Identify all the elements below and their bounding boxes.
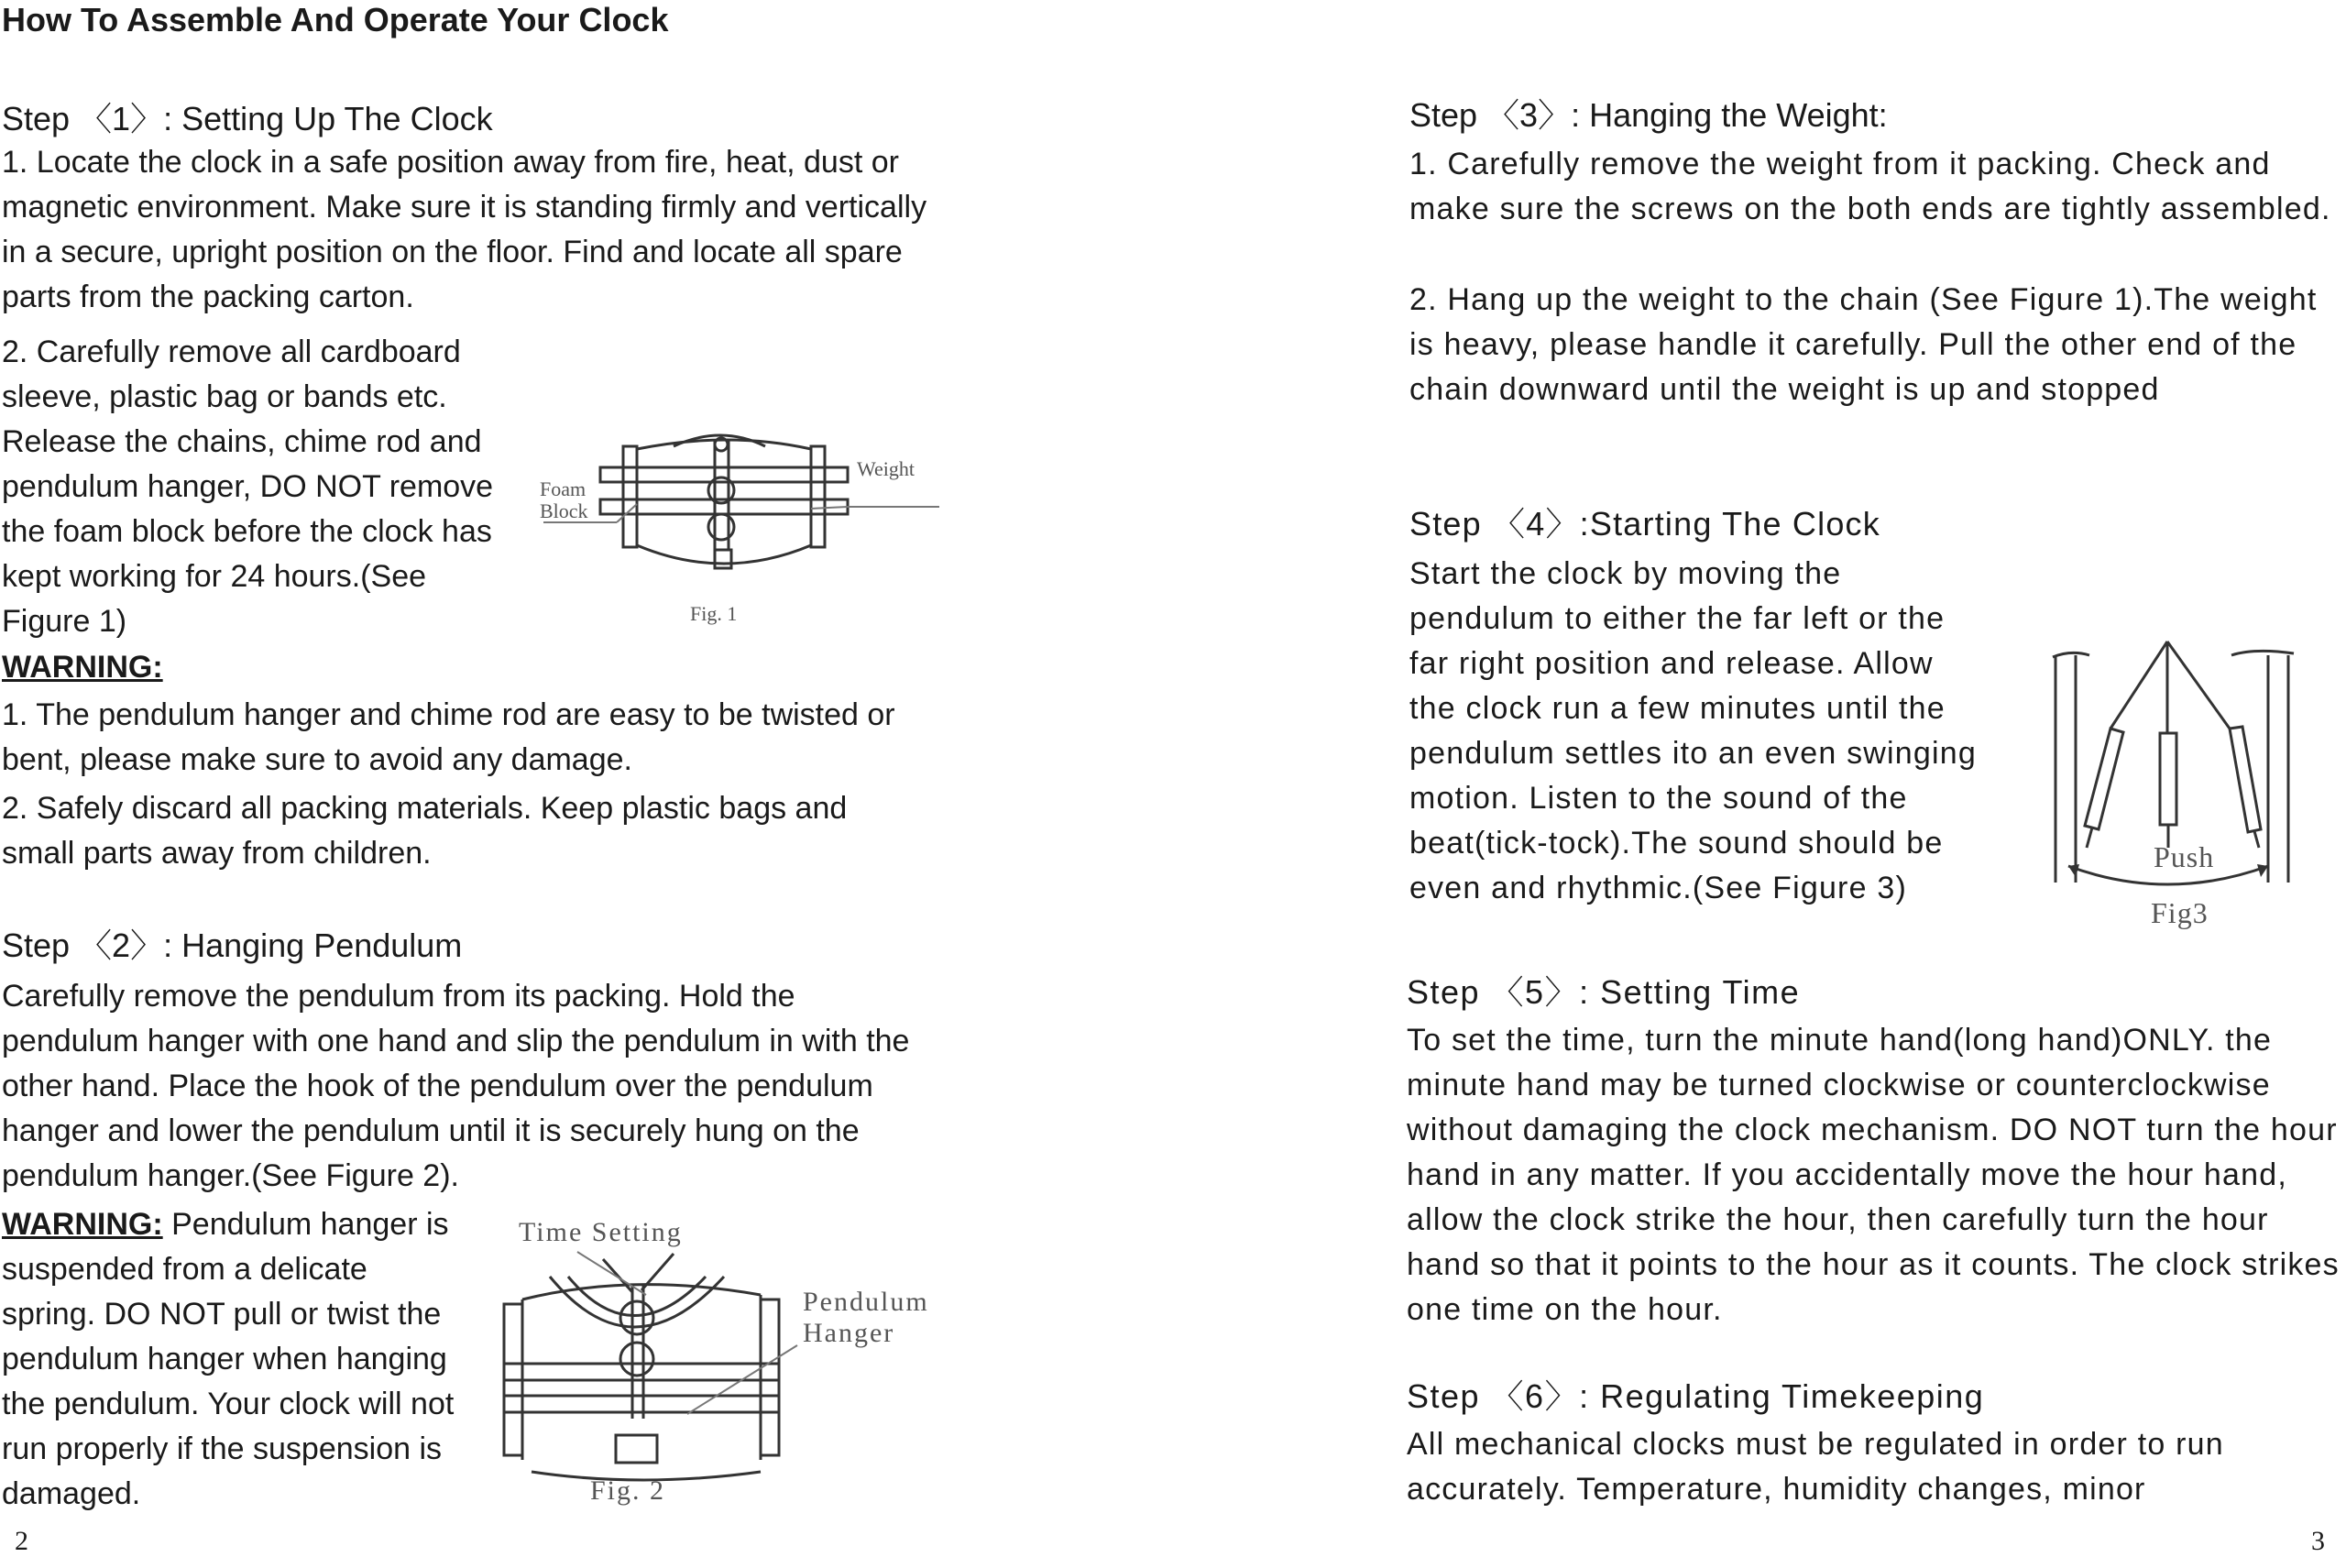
step2-warning xyxy=(2,1202,460,1517)
step6-heading: Step 〈6〉: Regulating Timekeeping xyxy=(1407,1377,1985,1415)
step4-paragraph: Start the clock by moving the pendulum to either the far left or the far right position and release. Allow the clock run a few minutes until the pendulum settles ito an even swinging motion. Listen to the sound of the beat(tick-tock).The sound should be even and rhythmic.(See Figure 3) xyxy=(1409,556,1977,905)
page-title: How To Assemble And Operate Your Clock xyxy=(2,1,669,38)
step2-paragraph: Carefully remove the pendulum from its packing. Hold the pendulum hanger with one hand and slip the pendulum in with the other hand. Place the hook of the pendulum over the pendulum hanger and lower the pendulum until it is securely hung on the pendulum hanger.(See Figure 2). xyxy=(2,979,910,1193)
step3-paragraph-2: 2. Hang up the weight to the chain (See Figure 1).The weight is heavy, please handle it carefully. Pull the other end of the chain downward until the weight is up and stopped xyxy=(1409,282,2318,407)
fig3-caption: Fig3 xyxy=(2151,896,2209,929)
fig1-label-block: Block xyxy=(540,499,588,522)
step1-warning-1: 1. The pendulum hanger and chime rod are easy to be twisted or bent, please make sure to avoid any damage. xyxy=(2,697,895,777)
figure-2 xyxy=(495,1208,953,1510)
pendulum-hanger-diagram xyxy=(495,1208,953,1510)
fig2-label-hanger: Hanger xyxy=(803,1318,895,1348)
fig1-label-foam: Foam xyxy=(540,477,586,500)
step1-paragraph-2: 2. Carefully remove all cardboard sleeve, plastic bag or bands etc. Release the chains, chime rod and pendulum hanger, DO NOT remove the foam block before the clock has kept working for 24 hours.(See Figure 1) xyxy=(2,334,494,639)
pendulum-swing-diagram xyxy=(2048,637,2305,939)
step2-warning-label: WARNING: xyxy=(2,1207,163,1242)
fig1-label-weight: Weight xyxy=(857,457,915,480)
step5-paragraph: To set the time, turn the minute hand(long hand)ONLY. the minute hand may be turned clockwise or counterclockwise without damaging the clock mechanism. DO NOT turn the hour hand in any matter. If you accidentally move the hour hand, allow the clock strike the hour, then carefully turn the hour hand so that it points to the hour as it counts. The clock strikes one time on the hour. xyxy=(1407,1023,2340,1327)
step1-heading: Step 〈1〉: Setting Up The Clock xyxy=(2,100,493,137)
step3-paragraph-1: 1. Carefully remove the weight from it packing. Check and make sure the screws on the both ends are tightly assembled. xyxy=(1409,147,2331,226)
step1-warning-label: WARNING: xyxy=(2,650,163,685)
clock-movement-diagram xyxy=(536,426,948,632)
figure-3 xyxy=(2048,637,2305,939)
fig1-caption: Fig. 1 xyxy=(690,602,738,625)
step1-paragraph-1: 1. Locate the clock in a safe position away from fire, heat, dust or magnetic environment. Make sure it is standing firmly and vertically in a secure, upright position on the floor. Find and locate all spare parts from the packing carton. xyxy=(2,145,927,314)
step6-paragraph: All mechanical clocks must be regulated in order to run accurately. Temperature, humidity changes, minor xyxy=(1407,1427,2224,1507)
fig2-caption: Fig. 2 xyxy=(590,1475,666,1506)
page-number-right: 3 xyxy=(2311,1526,2325,1556)
fig3-label-push: Push xyxy=(2154,840,2215,873)
step5-heading: Step 〈5〉: Setting Time xyxy=(1407,973,1801,1011)
step4-heading: Step 〈4〉:Starting The Clock xyxy=(1409,505,1880,543)
step3-heading: Step 〈3〉: Hanging the Weight: xyxy=(1409,96,1888,134)
fig2-label-time-setting: Time Setting xyxy=(519,1217,683,1247)
page-number-left: 2 xyxy=(15,1526,28,1556)
step2-heading: Step 〈2〉: Hanging Pendulum xyxy=(2,927,463,964)
figure-1 xyxy=(536,426,948,632)
step1-warning-2: 2. Safely discard all packing materials. Keep plastic bags and small parts away from children. xyxy=(2,791,848,871)
step2-warning-text: Pendulum hanger is suspended from a delicate spring. DO NOT pull or twist the pendulum hanger when hanging the pendulum. Your clock will not run properly if the suspension is damaged. xyxy=(2,1207,455,1511)
fig2-label-pendulum: Pendulum xyxy=(803,1287,929,1317)
